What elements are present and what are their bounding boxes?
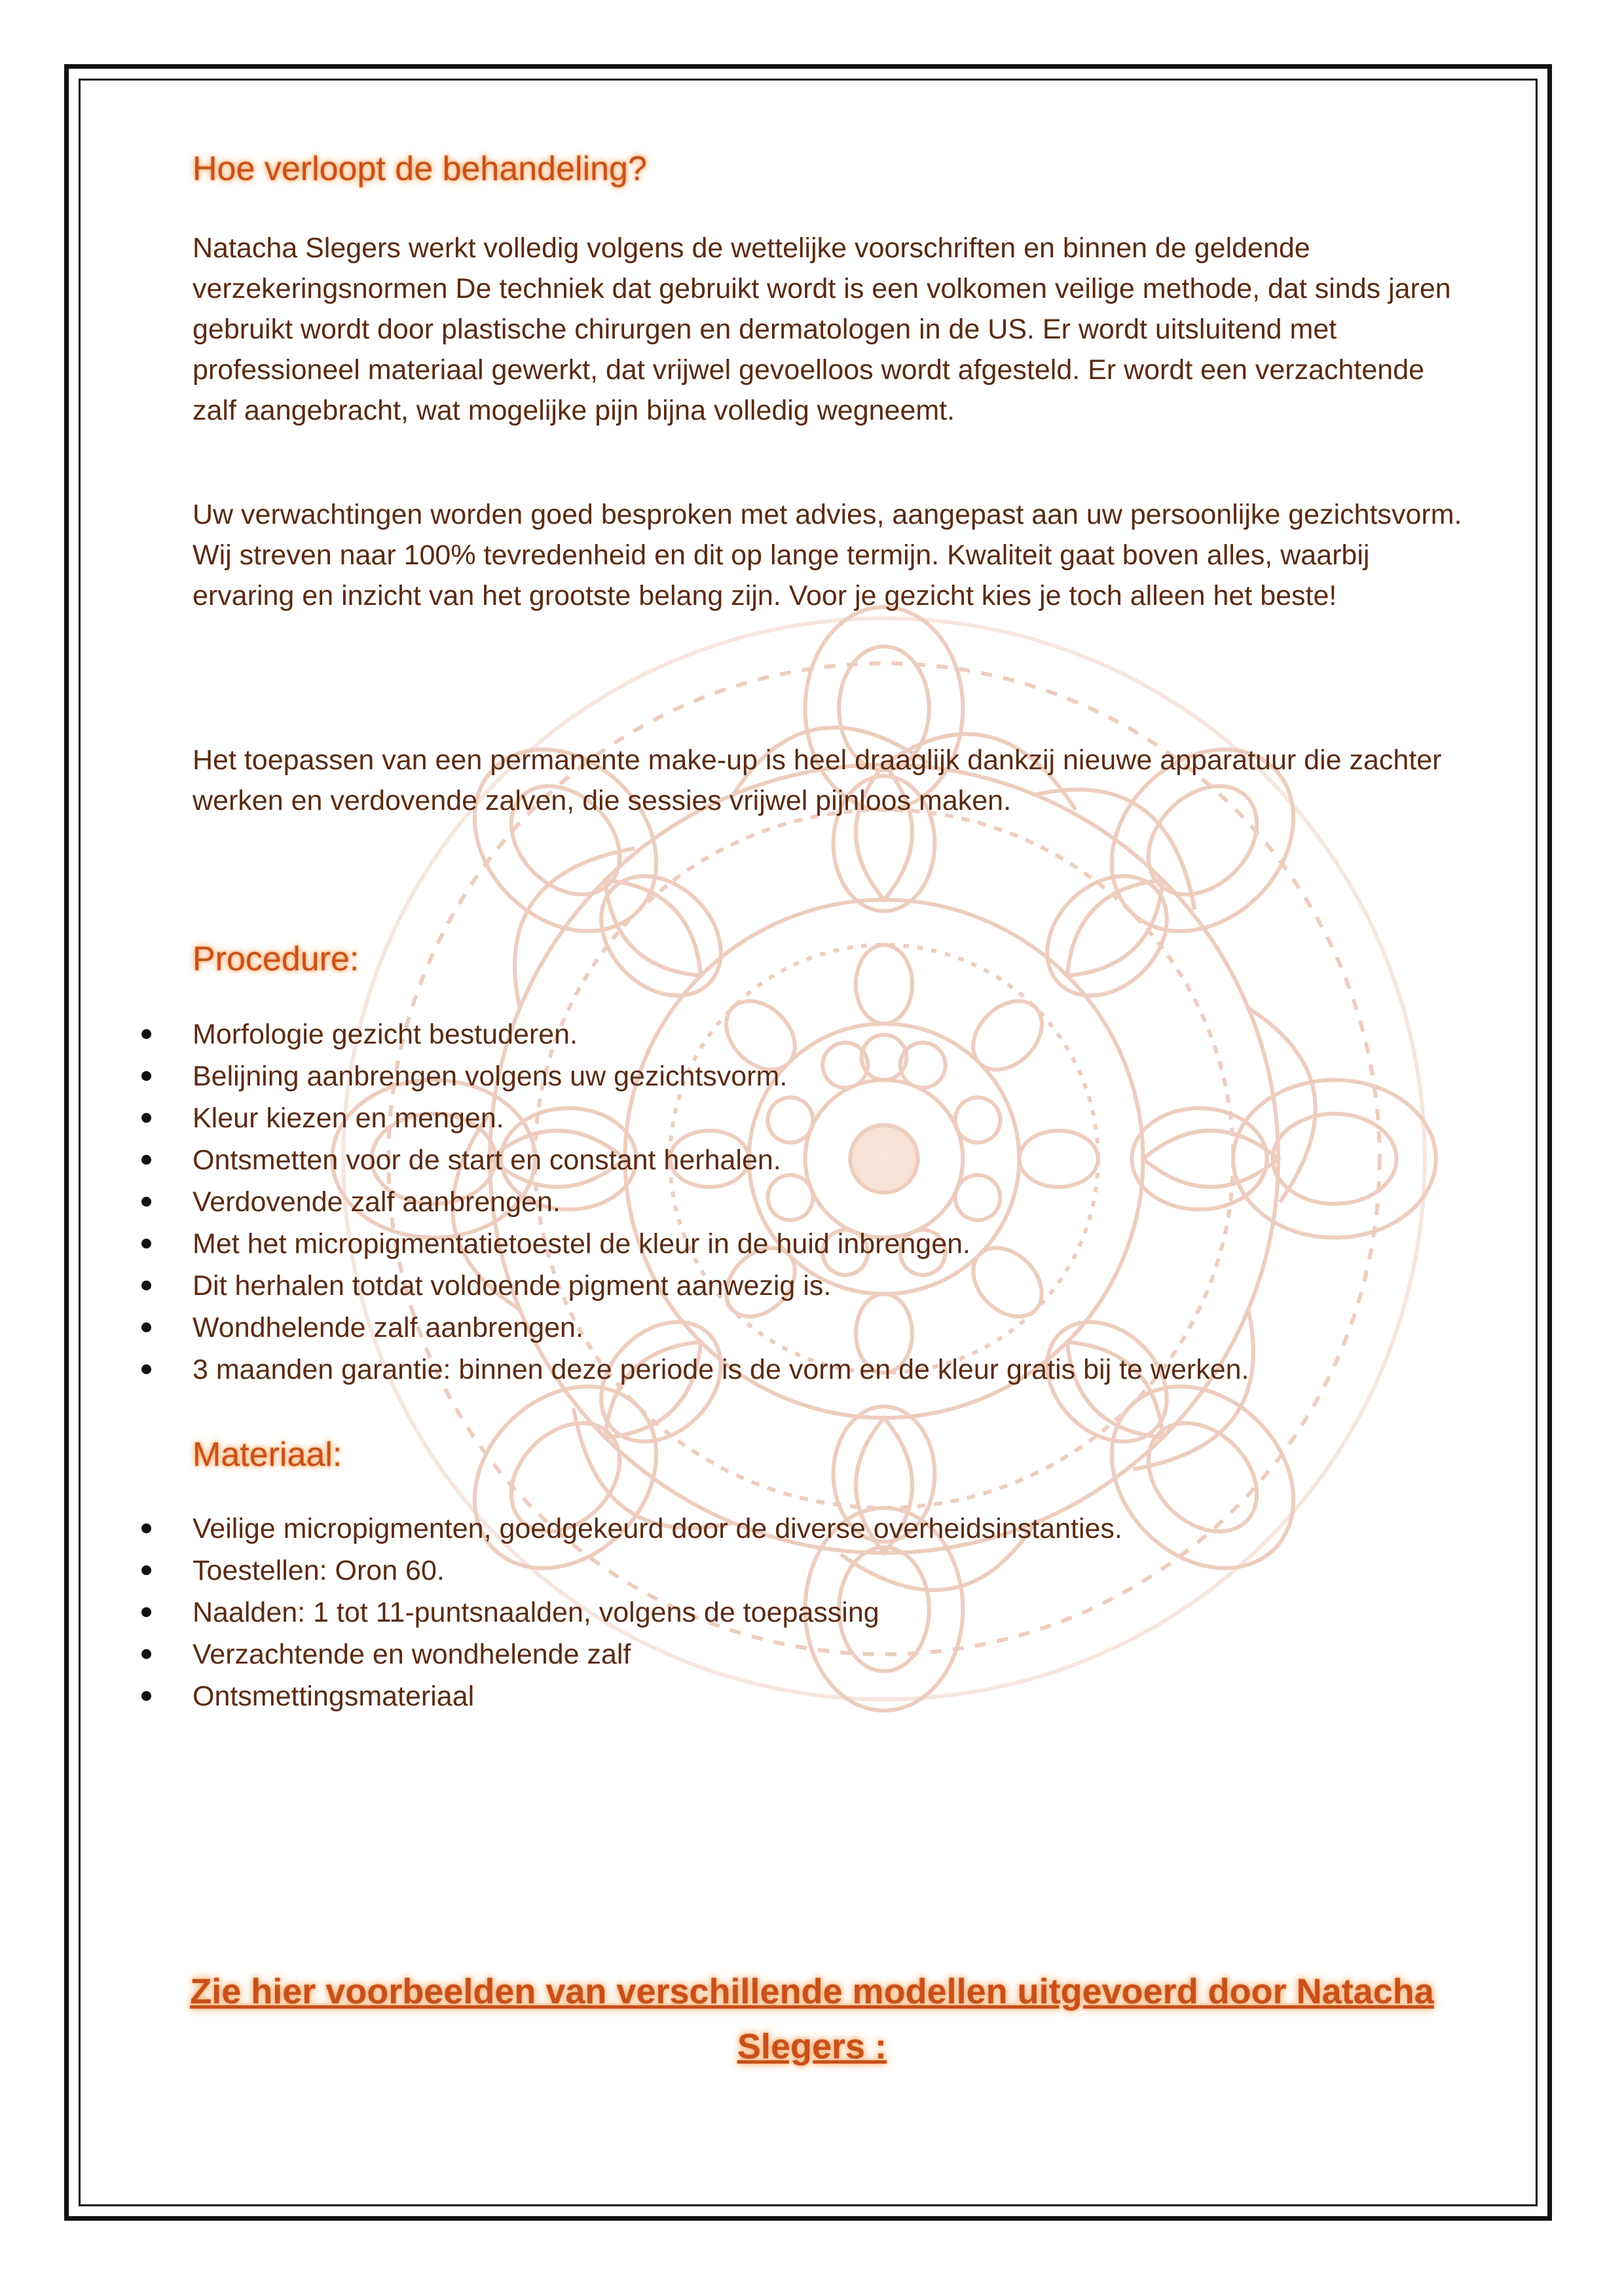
- list-item: Met het micropigmentatietoestel de kleur in de huid inbrengen.: [193, 1223, 1249, 1265]
- paragraph-expectations: Uw verwachtingen worden goed besproken met advies, aangepast aan uw persoonlijke gezichtsvorm. Wij streven naar 100% tevredenheid en dit op lange termijn. Kwaliteit gaat boven alles, waarbij ervaring en inzicht van het grootste belang zijn. Voor je gezicht kies je toch alleen het beste!: [193, 499, 1462, 611]
- list-item: Belijning aanbrengen volgens uw gezichtsvorm.: [193, 1055, 1249, 1097]
- list-item: Verdovende zalf aanbrengen.: [193, 1181, 1249, 1223]
- bullet-icon: [141, 1565, 151, 1575]
- list-item: Wondhelende zalf aanbrengen.: [193, 1307, 1249, 1349]
- list-item: 3 maanden garantie: binnen deze periode is de vorm en de kleur gratis bij te werken.: [193, 1349, 1249, 1391]
- bullet-icon: [141, 1649, 151, 1659]
- section-heading-treatment: Hoe verloopt de behandeling?: [193, 150, 647, 188]
- material-list: [193, 1508, 1122, 1717]
- section-heading-material: Materiaal:: [193, 1436, 342, 1474]
- bullet-icon: [141, 1155, 151, 1165]
- list-item: Toestellen: Oron 60.: [193, 1550, 1122, 1592]
- bullet-icon: [141, 1113, 151, 1123]
- bullet-icon: [141, 1239, 151, 1248]
- bullet-icon: [141, 1071, 151, 1081]
- bullet-icon: [141, 1364, 151, 1374]
- examples-link[interactable]: [105, 1964, 1519, 2074]
- bullet-icon: [141, 1197, 151, 1207]
- paragraph-intro: Natacha Slegers werkt volledig volgens de wettelijke voorschriften en binnen de geldende verzekeringsnormen De techniek dat gebruikt wordt is een volkomen veilige methode, dat sinds jaren gebruikt wordt door plastische chirurgen en dermatologen in de US. Er wordt uitsluitend met professioneel materiaal gewerkt, dat vrijwel gevoelloos wordt afgesteld. Er wordt een verzachtende zalf aangebracht, wat mogelijke pijn bijna volledig wegneemt.: [193, 232, 1451, 426]
- list-item: Morfologie gezicht bestuderen.: [193, 1013, 1249, 1055]
- bullet-icon: [141, 1322, 151, 1332]
- bullet-icon: [141, 1281, 151, 1290]
- procedure-list: [193, 1013, 1249, 1391]
- bullet-icon: [141, 1607, 151, 1617]
- list-item: Verzachtende en wondhelende zalf: [193, 1633, 1122, 1675]
- list-item: Naalden: 1 tot 11-puntsnaalden, volgens de toepassing: [193, 1592, 1122, 1633]
- bullet-icon: [141, 1523, 151, 1533]
- paragraph-comfort: Het toepassen van een permanente make-up is heel draaglijk dankzij nieuwe apparatuur die zachter werken en verdovende zalven, die sessies vrijwel pijnloos maken.: [193, 744, 1442, 816]
- examples-link-line1[interactable]: Zie hier voorbeelden van verschillende modellen uitgevoerd door Natacha: [190, 1972, 1434, 2011]
- list-item: Dit herhalen totdat voldoende pigment aanwezig is.: [193, 1265, 1249, 1307]
- bullet-icon: [141, 1691, 151, 1701]
- list-item: Veilige micropigmenten, goedgekeurd door de diverse overheidsinstanties.: [193, 1508, 1122, 1550]
- examples-link-line2[interactable]: Slegers :: [737, 2027, 887, 2066]
- list-item: Kleur kiezen en mengen.: [193, 1097, 1249, 1139]
- bullet-icon: [141, 1029, 151, 1039]
- list-item: Ontsmetten voor de start en constant herhalen.: [193, 1139, 1249, 1181]
- section-heading-procedure: Procedure:: [193, 940, 360, 978]
- list-item: Ontsmettingsmateriaal: [193, 1675, 1122, 1717]
